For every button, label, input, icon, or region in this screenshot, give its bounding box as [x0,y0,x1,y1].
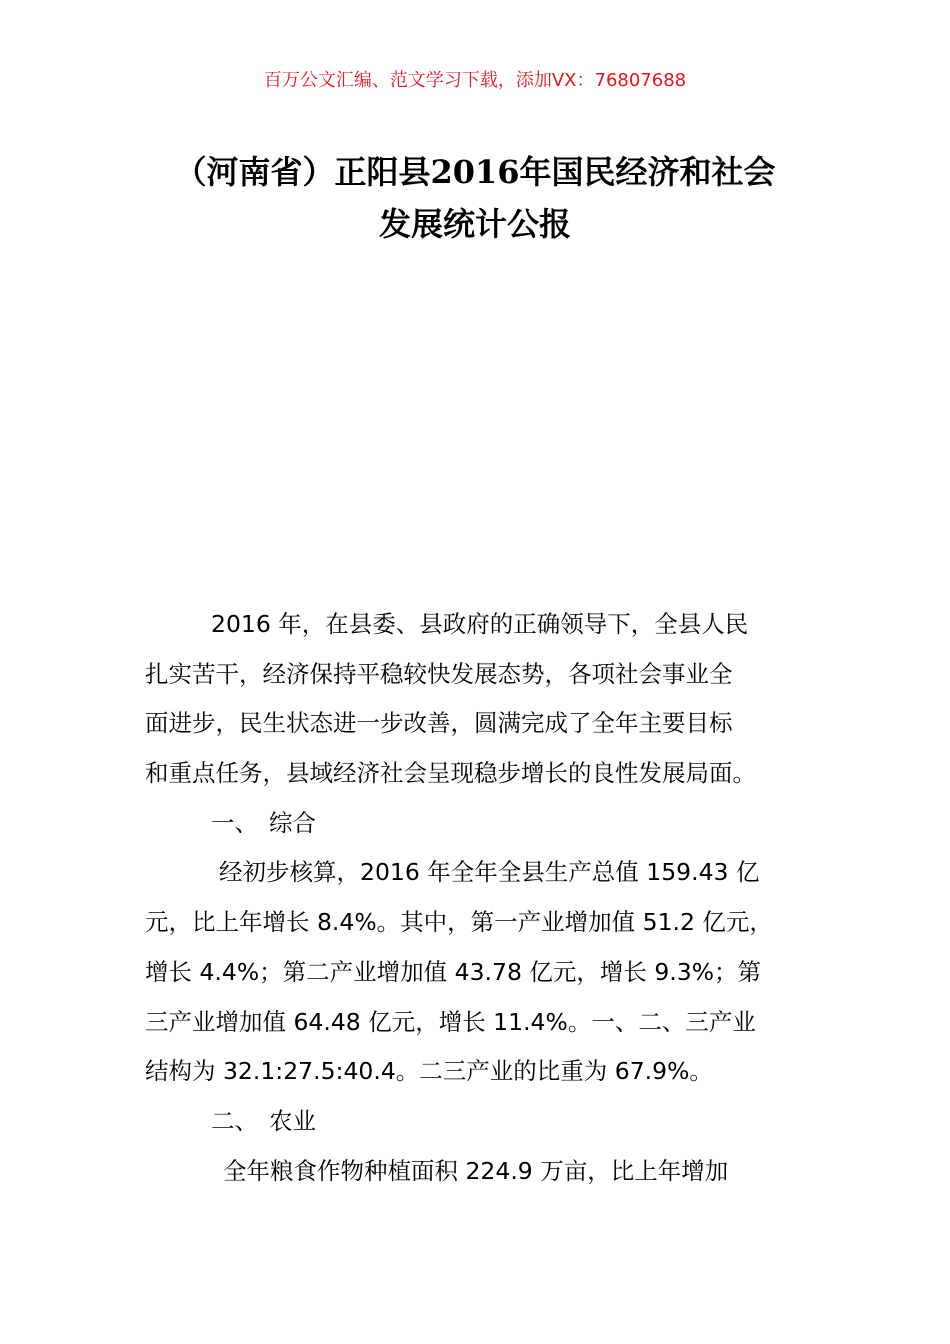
section-1-line: 元，比上年增长 8.4%。其中，第一产业增加值 51.2 亿元， [145,908,773,937]
header-watermark-note: 百万公文汇编、范文学习下载，添加VX：76807688 [263,70,687,91]
document-title [95,146,855,250]
intro-line: 2016 年，在县委、县政府的正确领导下，全县人民 [211,610,749,638]
title-line-2: 发展统计公报 [378,205,571,243]
section-number: 一、 [211,808,258,837]
section-1-line: 结构为 32.1:27.5:40.4。二三产业的比重为 67.9%。 [145,1057,713,1086]
section-title: 综合 [269,808,316,837]
section-1-line: 经初步核算，2016 年全年全县生产总值 159.43 亿 [219,858,760,887]
intro-line: 面进步，民生状态进一步改善，圆满完成了全年主要目标 [145,709,733,738]
title-line-1: （河南省）正阳县2016年国民经济和社会 [174,153,776,191]
intro-line: 和重点任务，县域经济社会呈现稳步增长的良性发展局面。 [145,759,756,788]
section-number: 二、 [211,1106,258,1135]
section-1-line: 增长 4.4%；第二产业增加值 43.78 亿元，增长 9.3%；第 [145,957,762,986]
intro-line: 扎实苦干，经济保持平稳较快发展态势，各项社会事业全 [145,659,733,688]
section-heading-1 [145,799,825,849]
section-1-line: 三产业增加值 64.48 亿元，增长 11.4%。一、二、三产业 [145,1007,756,1036]
section-heading-2 [145,1097,825,1147]
section-title: 农业 [269,1106,316,1135]
section-2-line: 全年粮食作物种植面积 224.9 万亩，比上年增加 [223,1156,729,1185]
document-body [145,600,825,1196]
